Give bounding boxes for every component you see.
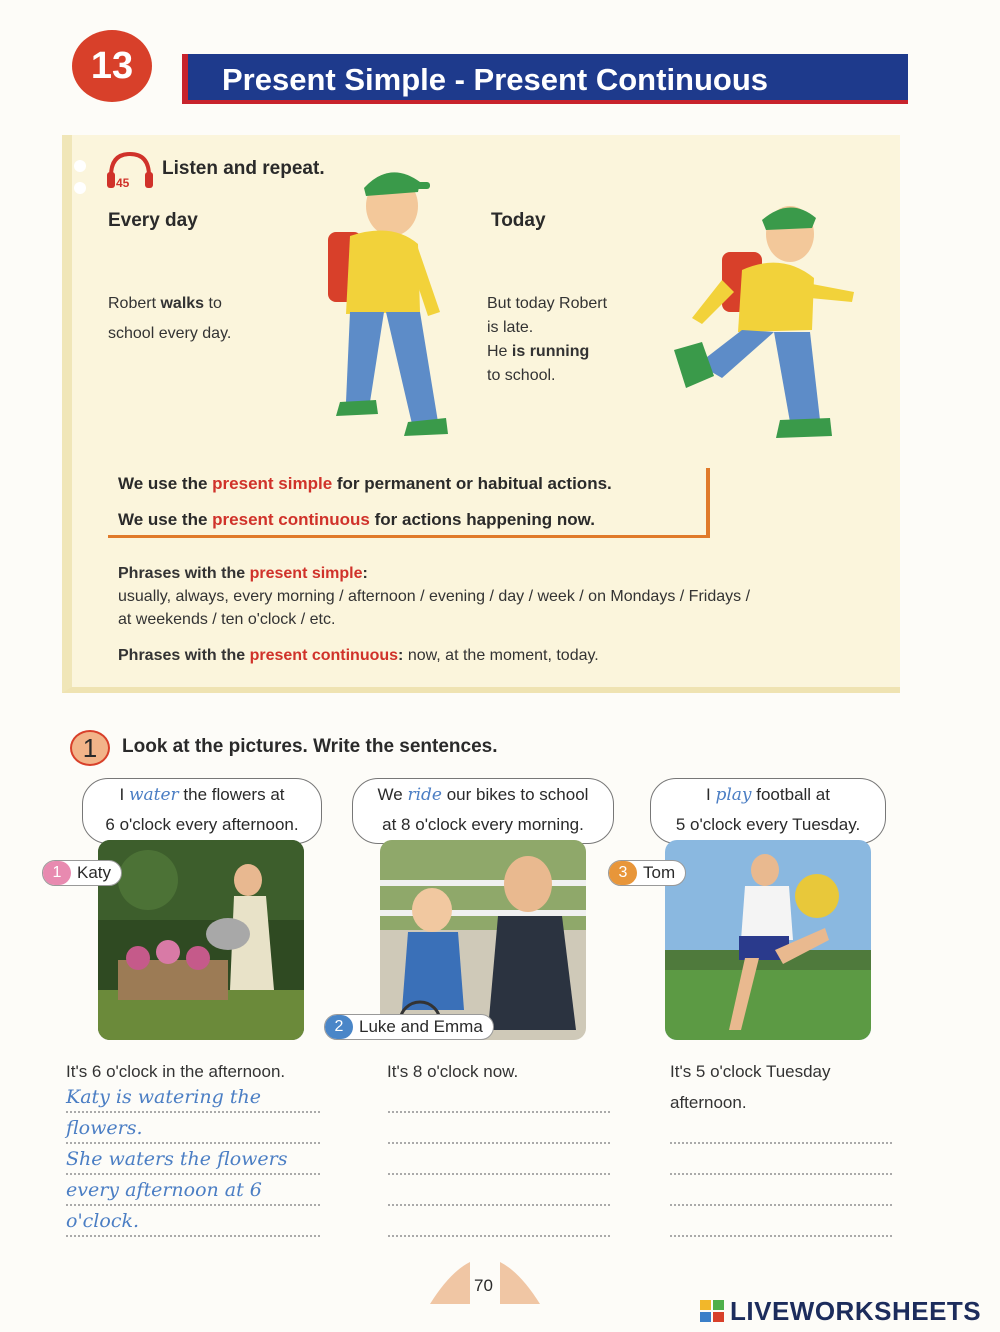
answer-field[interactable]: ride [407,785,442,805]
speech-bubble-luke-emma: We ride our bikes to school at 8 o'clock every morning. [352,778,614,844]
answer-area-tom[interactable] [670,1117,892,1241]
listen-instruction: Listen and repeat. [162,158,325,179]
exercise-number: 1 [70,730,110,766]
answer-field[interactable]: play [715,785,752,805]
liveworksheets-logo-icon [700,1300,726,1324]
phrases-present-continuous: Phrases with the present continuous: now, at the moment, today. [118,647,599,664]
speech-bubble-katy: I water the flowers at 6 o'clock every afternoon. [82,778,322,844]
phrases-present-simple: Phrases with the present simple: usually, always, every morning / afternoon / evening / day / week / on Mondays / Fridays / at weekends / ten o'clock / etc. [118,565,751,628]
every-day-text: Robert walks to school every day. [108,295,232,342]
caption-luke-emma: It's 8 o'clock now. [387,1062,519,1081]
exercise-title: Look at the pictures. Write the sentences. [122,736,498,757]
headphones-icon[interactable] [105,150,155,192]
label-luke-emma: 2 Luke and Emma [324,1014,494,1040]
track-number: 45 [116,176,130,190]
answer-field[interactable]: water [128,785,179,805]
rule-present-simple: We use the present simple for permanent or habitual actions. [118,474,612,493]
answer-area-luke-emma[interactable] [388,1086,610,1241]
photo-luke-emma-bikes [380,840,586,1040]
rule-present-continuous: We use the present continuous for actions happening now. [118,510,595,529]
decor-dot [74,182,86,194]
boy-running-illustration [662,200,862,446]
page-number: 70 [474,1276,493,1295]
caption-tom-line2: afternoon. [670,1093,747,1112]
unit-number-badge: 13 [72,30,152,102]
every-day-heading: Every day [108,210,198,231]
today-text: But today Robert is late. He is running to school. [487,295,608,384]
brand-wordmark[interactable]: LIVEWORKSHEETS [730,1296,982,1326]
boy-walking-illustration [300,152,470,444]
answer-area-katy[interactable]: Katy is watering the flowers. She waters the flowers every afternoon at 6 o'clock. [66,1086,320,1241]
page-title: Present Simple - Present Continuous [222,62,769,97]
photo-katy-watering [98,840,304,1040]
label-katy: 1 Katy [42,860,122,886]
label-tom: 3 Tom [608,860,686,886]
speech-bubble-tom: I play football at 5 o'clock every Tuesday. [650,778,886,844]
caption-katy: It's 6 o'clock in the afternoon. [66,1062,286,1081]
today-heading: Today [491,210,546,231]
caption-tom-line1: It's 5 o'clock Tuesday [670,1062,831,1081]
decor-dot [74,160,86,172]
photo-tom-football [665,840,871,1040]
